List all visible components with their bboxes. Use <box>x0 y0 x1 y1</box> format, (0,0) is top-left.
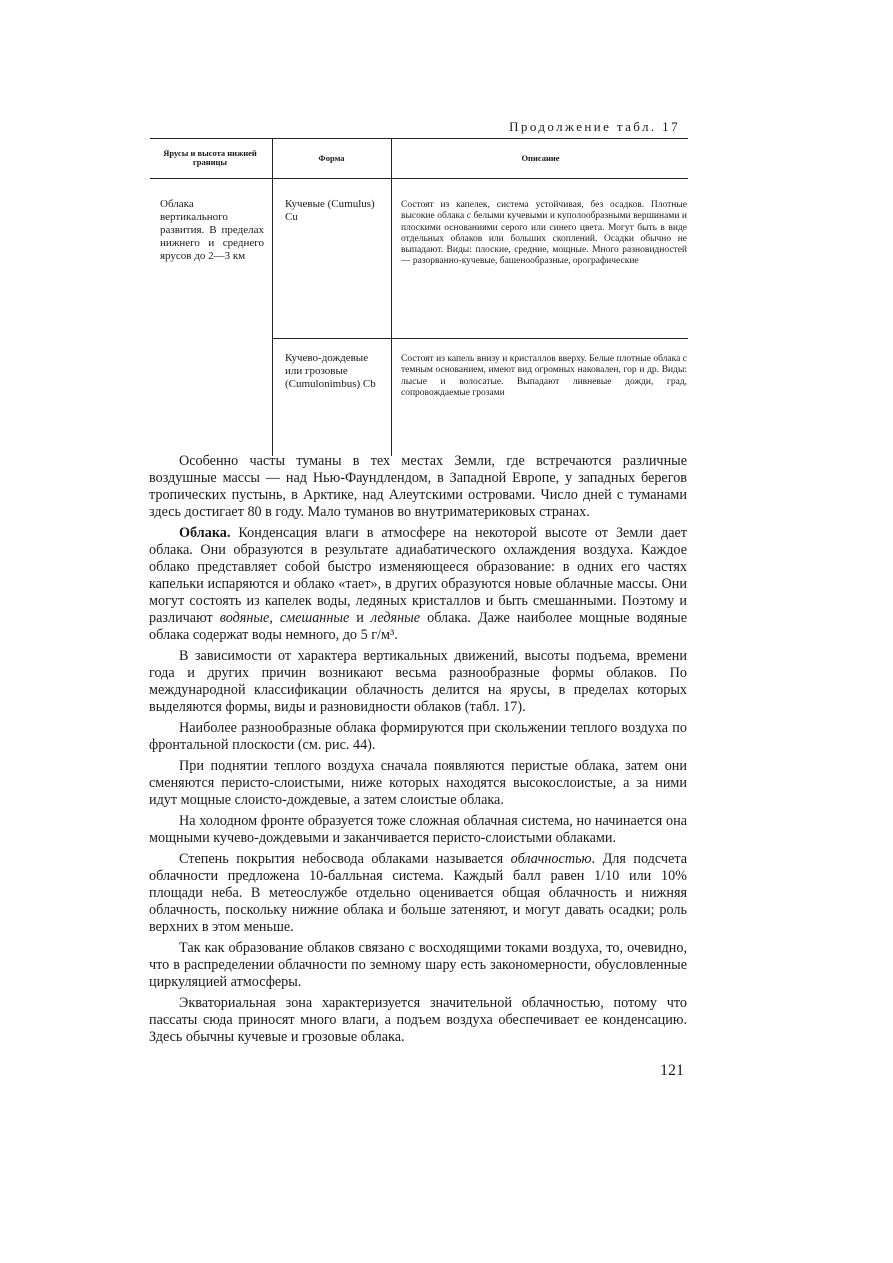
body-text <box>149 453 687 1046</box>
page-number: 121 <box>660 1062 684 1079</box>
paragraph-cold-front: На холодном фронте образуется тоже сложная облачная система, но начинается она мощными кучево-дождевыми и заканчивается перисто-слоистыми облаками. <box>149 813 687 846</box>
term-water-clouds: водяные <box>219 610 270 626</box>
term-mixed-clouds: смешанные <box>279 610 350 626</box>
paragraph-fog-regions: Особенно часты туманы в тех местах Земли, где встречаются различные воздушные массы — над Нью-Фаундлендом, в Западной Европе, у западных берегов тропических пустынь, в Арктике, над Алеутскими островами. Число дней с туманами здесь достигает 80 в году. Мало туманов во внутриматериковых странах. <box>149 453 687 520</box>
paragraph-warm-air-sequence: При поднятии теплого воздуха сначала появляются перистые облака, затем они сменяются перисто-слоистыми, ниже которых находятся высокослоистые, а за ними идут мощные слоисто-дождевые, а затем слоистые облака. <box>149 758 687 808</box>
column-header-description: Описание <box>521 153 560 163</box>
table-row-divider <box>272 338 688 339</box>
clouds-table <box>150 138 688 456</box>
paragraph-clouds-intro: Облака. Конденсация влаги в атмосфере на некоторой высоте от Земли дает облака. Они образуются в результате адиабатического охлаждения воздуха. Каждое облако представляет собой быстро изменяющееся образование: в одних его частях капельки испаряются и облако «тает», в других образуются новые облачные массы. Они могут состоять из капелек воды, ледяных кристаллов и быть смешанными. Поэтому и различают водяные, смешанные и ледяные облака. Даже наиболее мощные водяные облака содержат воды немного, до 5 г/м³. <box>149 525 687 643</box>
section-heading-clouds: Облака. <box>179 525 231 541</box>
term-cloudiness: облачностью <box>510 851 592 867</box>
paragraph-circulation: Так как образование облаков связано с восходящими токами воздуха, то, очевидно, что в распределении облачности по земному шару есть закономерности, обусловленные циркуляцией атмосферы. <box>149 940 687 990</box>
term-ice-clouds: ледяные <box>370 610 421 626</box>
column-header-form: Форма <box>318 153 345 163</box>
description-cell-cumulonimbus: Состоят из капель внизу и кристаллов вверху. Белые плотные облака с темным основанием, имеют вид огромных наковален, гор и др. Виды: лысые и волосатые. Выпадают ливневые дожди, град, сопровождаемые грозами <box>401 354 687 398</box>
form-cell-cumulonimbus: Кучево-дождевые или грозовые (Cumulonimbus) Cb <box>285 352 376 390</box>
table-column-divider-1 <box>272 138 273 456</box>
paragraph-equatorial-zone: Экваториальная зона характеризуется значительной облачностью, потому что пассаты сюда приносят много влаги, а подъем воздуха обеспечивает ее конденсацию. Здесь обычны кучевые и грозовые облака. <box>149 995 687 1045</box>
table-header-rule <box>150 178 688 179</box>
paragraph-cloudiness: Степень покрытия небосвода облаками называется облачностью. Для подсчета облачности предложена 10-балльная система. Каждый балл равен 1/10 или 10% площади неба. В метеослужбе отдельно оценивается общая облачность и нижняя облачность, поскольку нижние облака и больше затеняют, и могут давать осадки; роль верхних в этом меньше. <box>149 851 687 935</box>
column-header-tier: Ярусы и высота нижней границы <box>163 148 257 167</box>
description-cell-cumulus: Состоят из капелек, система устойчивая, без осадков. Плотные высокие облака с белыми кучевыми и куполообразными вершинами и плоскими основаниями серого или синего цвета. Могут быть в виде отдельных облаков или больших скоплений. Осадки обычно не выпадают. Виды: плоские, средние, мощные. Много разновидностей — разорванно-кучевые, башенообразные, орографические <box>401 200 687 267</box>
tier-cell-vertical-development: Облака вертикального развития. В пределах нижнего и среднего ярусов до 2—3 км <box>160 198 264 262</box>
form-cell-cumulus: Кучевые (Cumulus) Cu <box>285 198 375 223</box>
paragraph-frontal-clouds: Наиболее разнообразные облака формируются при скольжении теплого воздуха по фронтальной плоскости (см. рис. 44). <box>149 720 687 753</box>
paragraph-cloud-classification: В зависимости от характера вертикальных движений, высоты подъема, времени года и других причин возникают весьма разнообразные формы облаков. По международной классификации облачность делится на ярусы, в пределах которых выделяются формы, виды и разновидности облаков (табл. 17). <box>149 648 687 715</box>
table-top-rule <box>150 138 688 139</box>
table-continuation-title: Продолжение табл. 17 <box>509 119 680 134</box>
table-column-divider-2 <box>391 138 392 456</box>
